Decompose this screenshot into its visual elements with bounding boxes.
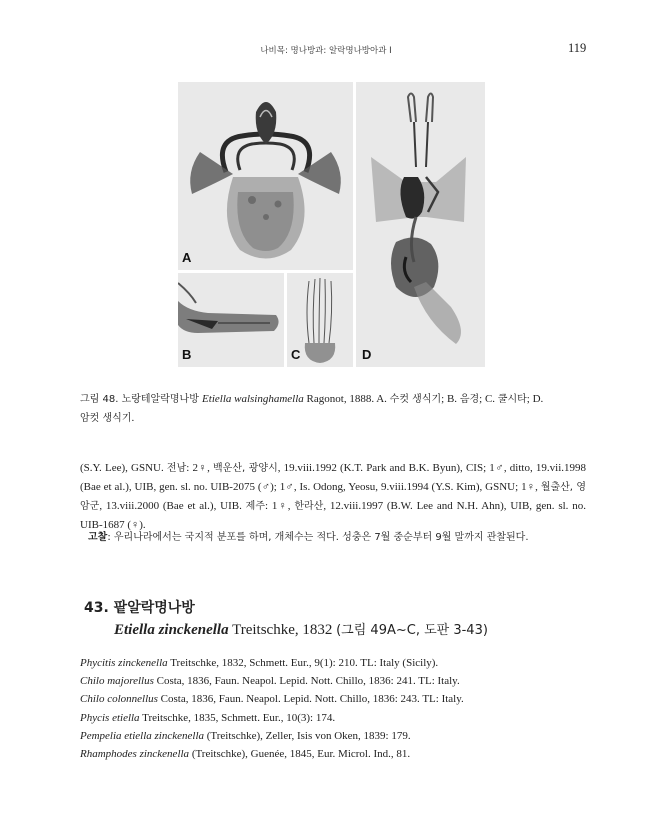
- synonym-citation: Treitschke, 1832, Schmett. Eur., 9(1): 210. TL: Italy (Sicily).: [167, 657, 439, 669]
- species-name: [114, 619, 488, 639]
- figure-panel-b: [178, 273, 284, 367]
- synonym-item: [80, 654, 590, 672]
- synonym-citation: Treitschke, 1835, Schmett. Eur., 10(3): 174.: [139, 711, 336, 724]
- caption-sep-2: ; C.: [479, 393, 498, 405]
- panel-label-d: D: [362, 347, 372, 362]
- synonym-name: Phycitis zinckenella: [80, 657, 168, 669]
- panel-label-a: A: [182, 250, 192, 265]
- species-heading: 43. 팥알락명나방: [84, 600, 195, 616]
- figure-panel-d: [356, 82, 485, 367]
- synonym-list: [80, 654, 590, 763]
- female-genitalia-image: [356, 82, 485, 367]
- synonym-item: [80, 745, 590, 763]
- figure-panel-c: [287, 273, 353, 367]
- material-text: , 12.viii.1997 (B.W. Lee and N.H. Ahn), UIB, gen. sl. no. UIB-1687 (♀).: [80, 500, 586, 531]
- species-author: Treitschke, 1832: [228, 622, 337, 638]
- species-italic-name: Etiella zinckenella: [114, 622, 229, 638]
- material-text: , 19.viii.1992 (K.T. Park and B.K. Byun), CIS; 1♂, ditto, 19.vii.1998 (Bae et al.), UIB, gen. sl. no. UIB-2075 (♂); 1♂, Is. Odong, Yeosu, 9.viii.1994 (Y.S. Kim), GSNU; 1♀,: [80, 462, 587, 493]
- page-number: 119: [568, 41, 587, 55]
- material-text: (S.Y. Lee), GSNU.: [80, 462, 167, 474]
- synonym-item: [80, 709, 590, 727]
- region-jeju: 제주: [245, 501, 265, 512]
- synonym-name: Chilo majorellus: [80, 675, 154, 688]
- caption-part-a: 수컷 생식기: [389, 394, 442, 405]
- locality-wolchulsan: 월출산, 영암군: [80, 482, 586, 512]
- synonym-citation: Costa, 1836, Faun. Neapol. Lepid. Nott. Chillo, 1836: 243. TL: Italy.: [157, 693, 464, 706]
- panel-label-c: C: [291, 347, 301, 362]
- caption-part-c: 쿨시타: [497, 394, 527, 405]
- locality-baegunsan: 백운산, 광양시: [213, 463, 278, 474]
- region-jeonnam: 전남: [166, 463, 187, 474]
- synonym-name: Phycis etiella: [80, 711, 140, 724]
- male-genitalia-image: [178, 82, 353, 270]
- remarks: [88, 531, 586, 545]
- caption-part-d: 암컷 생식기: [80, 413, 132, 424]
- caption-part-b: 음경: [459, 394, 480, 405]
- synonym-name: Rhamphodes zinckenella: [80, 748, 190, 761]
- synonym-item: [80, 690, 590, 708]
- caption-sep-1: ; B.: [441, 393, 460, 405]
- species-figure-reference: (그림 49A~C, 도판 3-43): [336, 623, 488, 638]
- synonym-item: [80, 727, 590, 745]
- figure-caption: [80, 390, 586, 428]
- remarks-text: : 우리나라에서는 국지적 분포를 하며, 개체수는 적다. 성충은 7월 중순부터 9월 말까지 관찰된다.: [107, 532, 529, 543]
- figure-panel-a: [178, 82, 353, 270]
- synonym-item: [80, 672, 590, 690]
- material-text: , 13.viii.2000 (Bae et al.), UIB.: [99, 500, 246, 512]
- aedeagus-image: [178, 273, 284, 367]
- synonym-name: Chilo colonnellus: [80, 693, 158, 706]
- synonym-citation: (Treitschke), Zeller, Isis von Oken, 1839: 179.: [204, 729, 411, 742]
- panel-label-b: B: [182, 347, 192, 362]
- locality-hallasan: 한라산: [294, 501, 324, 512]
- caption-author: Ragonot, 1888. A.: [303, 393, 390, 405]
- caption-species: Etiella walsinghamella: [202, 393, 304, 405]
- synonym-citation: Costa, 1836, Faun. Neapol. Lepid. Nott. Chillo, 1836: 241. TL: Italy.: [153, 675, 460, 688]
- synonym-name: Pempelia etiella zinckenella: [80, 729, 205, 742]
- synonym-citation: (Treitschke), Guenée, 1845, Eur. Microl. Ind., 81.: [189, 748, 411, 761]
- running-head: 나비목: 명나방과: 알락명나방아과 I: [260, 46, 392, 56]
- material-examined: [80, 459, 586, 534]
- caption-end: .: [131, 412, 135, 424]
- material-text: : 1♀,: [265, 500, 295, 512]
- caption-sep-3: ; D.: [526, 393, 544, 405]
- material-text: : 2♀,: [186, 462, 213, 474]
- caption-prefix: 그림 48. 노랑테알락명나방: [80, 394, 203, 405]
- remarks-label: 고찰: [88, 532, 108, 543]
